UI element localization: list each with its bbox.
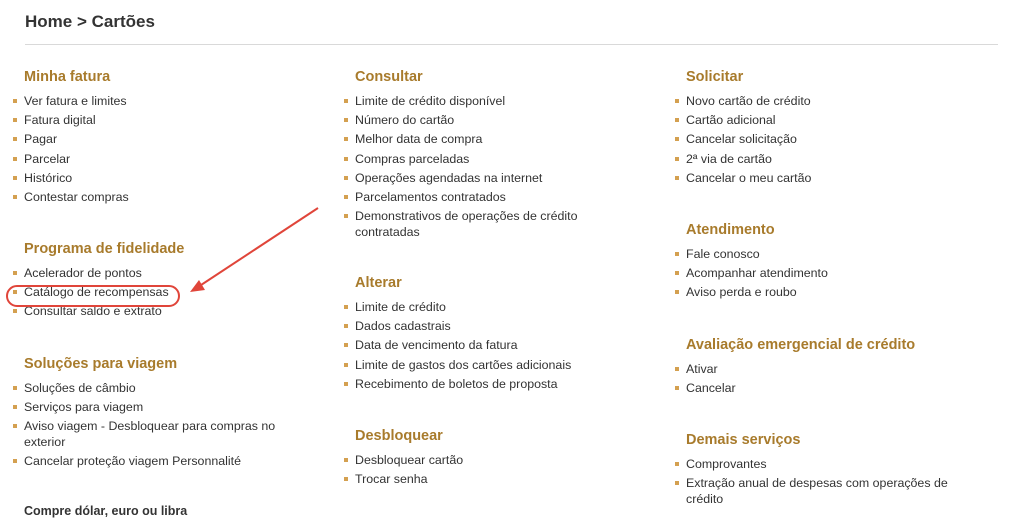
menu-link[interactable]: Aviso viagem - Desbloquear para compras no exterior (12, 419, 312, 450)
section-title: Soluções para viagem (24, 356, 178, 372)
menu-link[interactable]: Trocar senha (343, 472, 643, 487)
bullet-icon (344, 195, 348, 199)
section-avaliacao-emergencial (674, 336, 1004, 400)
menu-link[interactable]: Número do cartão (343, 113, 643, 128)
bullet-icon (344, 214, 348, 218)
menu-link[interactable]: Melhor data de compra (343, 132, 643, 147)
bullet-icon (344, 324, 348, 328)
bullet-icon (13, 290, 17, 294)
bullet-icon (13, 99, 17, 103)
bullet-icon (13, 176, 17, 180)
bullet-icon (675, 462, 679, 466)
bullet-icon (344, 137, 348, 141)
bullet-icon (13, 195, 17, 199)
bullet-icon (13, 424, 17, 428)
menu-link[interactable]: 2ª via de cartão (674, 152, 1004, 167)
menu-link[interactable]: Demonstrativos de operações de crédito contratadas (343, 209, 595, 240)
menu-link-catalogo-recompensas[interactable]: Catálogo de recompensas (12, 285, 312, 300)
section-desbloquear (343, 427, 643, 491)
menu-link[interactable]: Extração anual de despesas com operações de crédito (674, 476, 976, 507)
menu-link[interactable]: Histórico (12, 171, 312, 186)
bullet-icon (675, 386, 679, 390)
bullet-icon (344, 305, 348, 309)
menu-link[interactable]: Fale conosco (674, 247, 1004, 262)
menu-link[interactable]: Operações agendadas na internet (343, 171, 643, 186)
section-minha-fatura (12, 68, 312, 209)
bullet-icon (13, 137, 17, 141)
bullet-icon (13, 157, 17, 161)
menu-link[interactable]: Cancelar o meu cartão (674, 171, 1004, 186)
section-solucoes-viagem (12, 355, 312, 473)
section-demais-servicos (674, 431, 1004, 511)
bullet-icon (675, 137, 679, 141)
menu-link[interactable]: Serviços para viagem (12, 400, 312, 415)
menu-link[interactable]: Cancelar (674, 381, 1004, 396)
menu-link[interactable]: Limite de crédito (343, 300, 643, 315)
menu-link[interactable]: Acompanhar atendimento (674, 266, 1004, 281)
menu-link[interactable]: Desbloquear cartão (343, 453, 643, 468)
bullet-icon (344, 157, 348, 161)
menu-link[interactable]: Aviso perda e roubo (674, 285, 1004, 300)
menu-link[interactable]: Ver fatura e limites (12, 94, 312, 109)
bullet-icon (675, 118, 679, 122)
bullet-icon (344, 382, 348, 386)
bullet-icon (13, 386, 17, 390)
menu-link[interactable]: Ativar (674, 362, 1004, 377)
section-title: Atendimento (686, 222, 775, 238)
bullet-icon (675, 271, 679, 275)
section-atendimento (674, 221, 1004, 305)
bullet-icon (675, 367, 679, 371)
section-title: Alterar (355, 275, 402, 291)
menu-link[interactable]: Fatura digital (12, 113, 312, 128)
menu-link[interactable]: Acelerador de pontos (12, 266, 312, 281)
menu-link[interactable]: Novo cartão de crédito (674, 94, 1004, 109)
section-title: Minha fatura (24, 69, 111, 85)
bullet-icon (344, 363, 348, 367)
divider (25, 44, 998, 45)
bullet-icon (13, 309, 17, 313)
bullet-icon (13, 459, 17, 463)
section-title: Avaliação emergencial de crédito (686, 337, 916, 353)
bullet-icon (344, 458, 348, 462)
section-title: Desbloquear (355, 428, 443, 444)
menu-link[interactable]: Recebimento de boletos de proposta (343, 377, 643, 392)
section-title: Consultar (355, 69, 423, 85)
menu-link[interactable]: Parcelamentos contratados (343, 190, 643, 205)
menu-link[interactable]: Dados cadastrais (343, 319, 643, 334)
section-programa-fidelidade (12, 240, 312, 324)
section-consultar (343, 68, 643, 244)
menu-link[interactable]: Cancelar proteção viagem Personnalité (12, 454, 312, 469)
menu-link[interactable]: Consultar saldo e extrato (12, 304, 312, 319)
bullet-icon (675, 481, 679, 485)
menu-link[interactable]: Limite de crédito disponível (343, 94, 643, 109)
section-compre-moeda[interactable]: Compre dólar, euro ou libra (24, 504, 188, 518)
bullet-icon (344, 343, 348, 347)
bullet-icon (675, 290, 679, 294)
menu-link[interactable]: Soluções de câmbio (12, 381, 312, 396)
bullet-icon (344, 477, 348, 481)
menu-link[interactable]: Cancelar solicitação (674, 132, 1004, 147)
menu-link[interactable]: Pagar (12, 132, 312, 147)
bullet-icon (13, 405, 17, 409)
section-title: Demais serviços (686, 432, 801, 448)
menu-link[interactable]: Data de vencimento da fatura (343, 338, 643, 353)
section-alterar (343, 274, 643, 396)
bullet-icon (344, 176, 348, 180)
menu-link[interactable]: Comprovantes (674, 457, 1004, 472)
menu-link[interactable]: Parcelar (12, 152, 312, 167)
bullet-icon (13, 118, 17, 122)
bullet-icon (344, 118, 348, 122)
menu-link[interactable]: Contestar compras (12, 190, 312, 205)
bullet-icon (675, 176, 679, 180)
menu-link[interactable]: Compras parceladas (343, 152, 643, 167)
menu-link[interactable]: Cartão adicional (674, 113, 1004, 128)
section-title: Solicitar (686, 69, 744, 85)
bullet-icon (13, 271, 17, 275)
breadcrumb: Home > Cartões (25, 12, 155, 31)
section-solicitar (674, 68, 1004, 190)
bullet-icon (675, 157, 679, 161)
menu-link[interactable]: Limite de gastos dos cartões adicionais (343, 358, 643, 373)
bullet-icon (675, 99, 679, 103)
section-title: Programa de fidelidade (24, 241, 185, 257)
bullet-icon (675, 252, 679, 256)
bullet-icon (344, 99, 348, 103)
